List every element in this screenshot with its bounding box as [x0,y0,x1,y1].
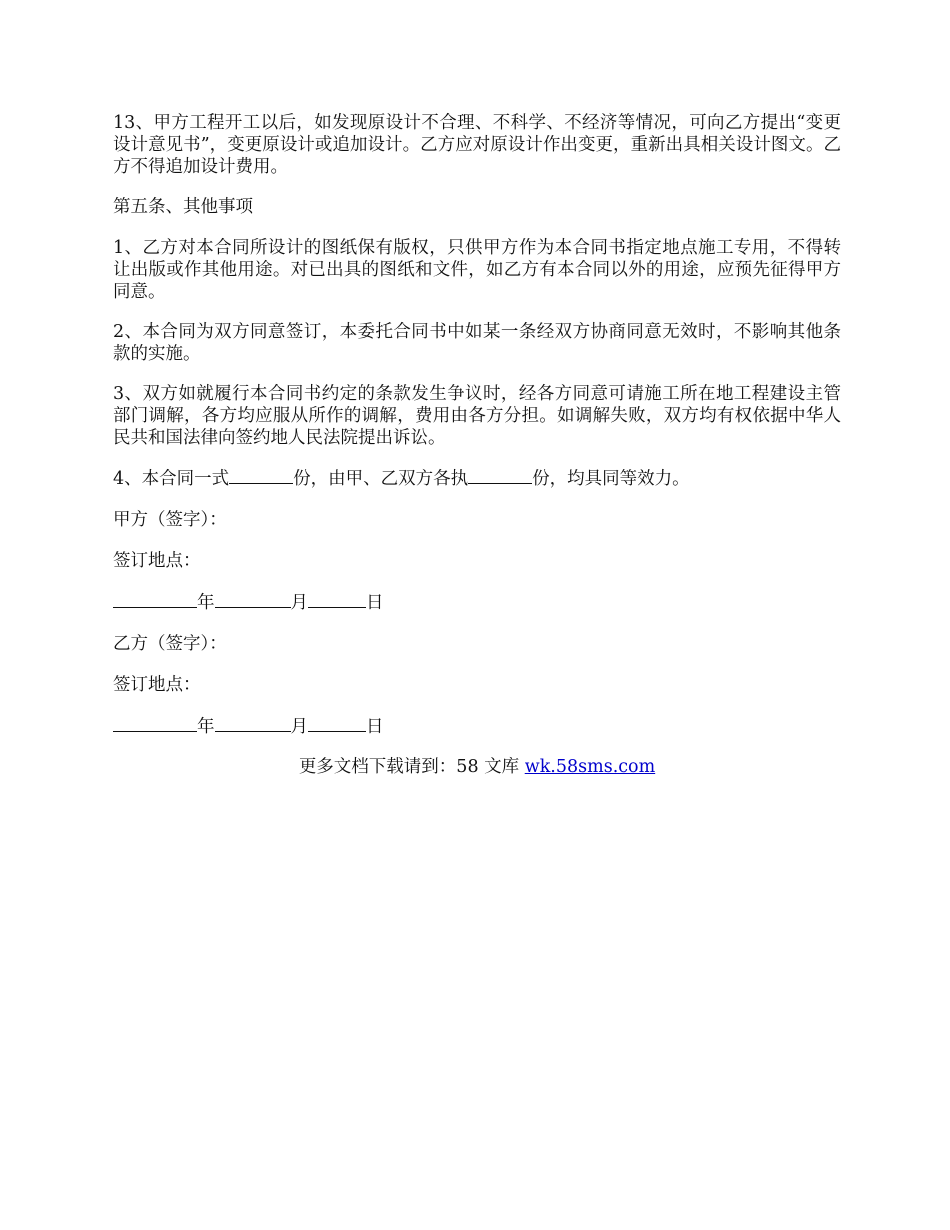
party-b-year-blank [113,715,197,732]
party-b-month-label: 月 [290,717,308,737]
item-4-suffix: 份，均具同等效力。 [532,469,690,489]
party-b-year-label: 年 [197,717,215,737]
party-b-date [113,715,841,738]
copies-total-blank [229,467,293,484]
footer-link[interactable]: wk.58sms.com [524,757,656,777]
copies-each-blank [468,467,532,484]
party-b-signature: 乙方（签字）： [113,634,227,654]
party-a-month-label: 月 [290,593,308,613]
document-page [113,112,841,778]
footer-download-note [113,756,841,778]
party-a-date [113,591,841,614]
item-4-middle: 份，由甲、乙双方各执 [293,469,469,489]
party-b-day-label: 日 [366,717,384,737]
item-4 [113,467,841,490]
party-a-signature: 甲方（签字）： [113,510,227,530]
party-a-year-label: 年 [197,593,215,613]
item-4-prefix: 4、本合同一式 [113,469,230,489]
item-1: 1、乙方对本合同所设计的图纸保有版权，只供甲方作为本合同书指定地点施工专用，不得转让出版或作其他用途。对已出具的图纸和文件，如乙方有本合同以外的用途，应预先征得甲方同意。 [113,238,841,302]
article-5-heading: 第五条、其他事项 [113,197,253,217]
party-a-place: 签订地点： [113,551,201,571]
party-b-day-blank [308,715,366,732]
party-a-day-label: 日 [366,593,384,613]
party-b-place: 签订地点： [113,675,201,695]
item-3: 3、双方如就履行本合同书约定的条款发生争议时，经各方同意可请施工所在地工程建设主管部门调解，各方均应服从所作的调解，费用由各方分担。如调解失败，双方均有权依据中华人民共和国法律向签约地人民法院提出诉讼。 [113,384,841,448]
party-a-day-blank [308,591,366,608]
clause-13: 13、甲方工程开工以后，如发现原设计不合理、不科学、不经济等情况，可向乙方提出“变更设计意见书”，变更原设计或追加设计。乙方应对原设计作出变更，重新出具相关设计图文。乙方不得追加设计费用。 [113,113,841,177]
footer-text: 更多文档下载请到：58 文库 [298,757,525,777]
item-2: 2、本合同为双方同意签订，本委托合同书中如某一条经双方协商同意无效时，不影响其他条款的实施。 [113,322,841,364]
party-a-month-blank [215,591,291,608]
party-b-month-blank [215,715,291,732]
party-a-year-blank [113,591,197,608]
